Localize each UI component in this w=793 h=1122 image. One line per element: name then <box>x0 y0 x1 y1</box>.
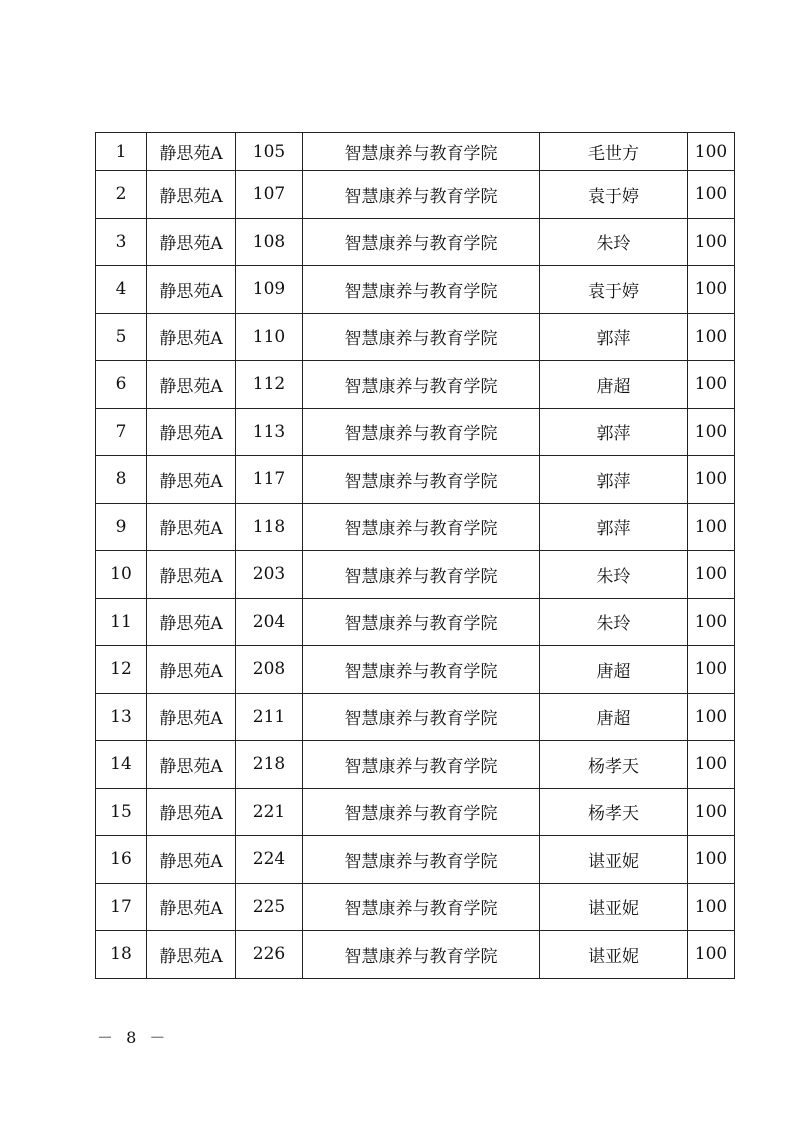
room-number-cell: 113 <box>236 408 303 456</box>
score-cell: 100 <box>688 503 735 551</box>
table-row <box>96 931 735 979</box>
row-number-cell: 8 <box>96 456 147 504</box>
score-cell: 100 <box>688 171 735 219</box>
room-number-cell: 112 <box>236 361 303 409</box>
table-row <box>96 218 735 266</box>
table-row <box>96 266 735 314</box>
table-row <box>96 883 735 931</box>
row-number-cell: 4 <box>96 266 147 314</box>
row-number-cell: 1 <box>96 133 147 171</box>
score-cell: 100 <box>688 598 735 646</box>
building-cell: 静思苑A <box>147 133 236 171</box>
room-number-cell: 110 <box>236 313 303 361</box>
building-cell: 静思苑A <box>147 551 236 599</box>
building-cell: 静思苑A <box>147 646 236 694</box>
building-cell: 静思苑A <box>147 266 236 314</box>
college-cell: 智慧康养与教育学院 <box>303 741 540 789</box>
teacher-cell: 谌亚妮 <box>540 931 688 979</box>
building-cell: 静思苑A <box>147 741 236 789</box>
college-cell: 智慧康养与教育学院 <box>303 408 540 456</box>
college-cell: 智慧康养与教育学院 <box>303 788 540 836</box>
score-cell: 100 <box>688 741 735 789</box>
table-row <box>96 361 735 409</box>
room-number-cell: 211 <box>236 693 303 741</box>
building-cell: 静思苑A <box>147 218 236 266</box>
college-cell: 智慧康养与教育学院 <box>303 313 540 361</box>
table-row <box>96 313 735 361</box>
college-cell: 智慧康养与教育学院 <box>303 503 540 551</box>
score-cell: 100 <box>688 788 735 836</box>
room-number-cell: 225 <box>236 883 303 931</box>
college-cell: 智慧康养与教育学院 <box>303 171 540 219</box>
row-number-cell: 11 <box>96 598 147 646</box>
building-cell: 静思苑A <box>147 883 236 931</box>
building-cell: 静思苑A <box>147 361 236 409</box>
room-number-cell: 208 <box>236 646 303 694</box>
building-cell: 静思苑A <box>147 598 236 646</box>
college-cell: 智慧康养与教育学院 <box>303 266 540 314</box>
score-cell: 100 <box>688 693 735 741</box>
room-number-cell: 105 <box>236 133 303 171</box>
score-cell: 100 <box>688 836 735 884</box>
score-cell: 100 <box>688 646 735 694</box>
table-row <box>96 598 735 646</box>
row-number-cell: 3 <box>96 218 147 266</box>
building-cell: 静思苑A <box>147 456 236 504</box>
room-number-cell: 108 <box>236 218 303 266</box>
college-cell: 智慧康养与教育学院 <box>303 133 540 171</box>
college-cell: 智慧康养与教育学院 <box>303 931 540 979</box>
row-number-cell: 14 <box>96 741 147 789</box>
room-number-cell: 224 <box>236 836 303 884</box>
teacher-cell: 朱玲 <box>540 551 688 599</box>
teacher-cell: 袁于婷 <box>540 171 688 219</box>
teacher-cell: 郭萍 <box>540 456 688 504</box>
row-number-cell: 2 <box>96 171 147 219</box>
teacher-cell: 郭萍 <box>540 503 688 551</box>
room-number-cell: 218 <box>236 741 303 789</box>
teacher-cell: 郭萍 <box>540 408 688 456</box>
teacher-cell: 袁于婷 <box>540 266 688 314</box>
building-cell: 静思苑A <box>147 408 236 456</box>
college-cell: 智慧康养与教育学院 <box>303 456 540 504</box>
building-cell: 静思苑A <box>147 931 236 979</box>
college-cell: 智慧康养与教育学院 <box>303 551 540 599</box>
score-cell: 100 <box>688 551 735 599</box>
teacher-cell: 郭萍 <box>540 313 688 361</box>
table-row <box>96 551 735 599</box>
building-cell: 静思苑A <box>147 693 236 741</box>
room-number-cell: 109 <box>236 266 303 314</box>
score-cell: 100 <box>688 931 735 979</box>
room-number-cell: 204 <box>236 598 303 646</box>
row-number-cell: 12 <box>96 646 147 694</box>
table-row <box>96 171 735 219</box>
score-cell: 100 <box>688 408 735 456</box>
room-number-cell: 117 <box>236 456 303 504</box>
teacher-cell: 朱玲 <box>540 598 688 646</box>
table-row <box>96 456 735 504</box>
table-row <box>96 741 735 789</box>
table-row <box>96 646 735 694</box>
building-cell: 静思苑A <box>147 171 236 219</box>
row-number-cell: 17 <box>96 883 147 931</box>
table-row <box>96 133 735 171</box>
building-cell: 静思苑A <box>147 836 236 884</box>
room-number-cell: 203 <box>236 551 303 599</box>
row-number-cell: 10 <box>96 551 147 599</box>
teacher-cell: 唐超 <box>540 646 688 694</box>
teacher-cell: 谌亚妮 <box>540 836 688 884</box>
table-row <box>96 788 735 836</box>
row-number-cell: 5 <box>96 313 147 361</box>
row-number-cell: 7 <box>96 408 147 456</box>
score-cell: 100 <box>688 456 735 504</box>
score-cell: 100 <box>688 266 735 314</box>
row-number-cell: 15 <box>96 788 147 836</box>
score-cell: 100 <box>688 361 735 409</box>
row-number-cell: 6 <box>96 361 147 409</box>
row-number-cell: 13 <box>96 693 147 741</box>
college-cell: 智慧康养与教育学院 <box>303 693 540 741</box>
teacher-cell: 唐超 <box>540 693 688 741</box>
room-number-cell: 118 <box>236 503 303 551</box>
table-row <box>96 836 735 884</box>
college-cell: 智慧康养与教育学院 <box>303 361 540 409</box>
room-number-cell: 107 <box>236 171 303 219</box>
teacher-cell: 杨孝天 <box>540 788 688 836</box>
teacher-cell: 朱玲 <box>540 218 688 266</box>
table-body <box>96 133 735 979</box>
college-cell: 智慧康养与教育学院 <box>303 646 540 694</box>
table-row <box>96 503 735 551</box>
row-number-cell: 16 <box>96 836 147 884</box>
building-cell: 静思苑A <box>147 313 236 361</box>
college-cell: 智慧康养与教育学院 <box>303 883 540 931</box>
row-number-cell: 18 <box>96 931 147 979</box>
building-cell: 静思苑A <box>147 788 236 836</box>
teacher-cell: 杨孝天 <box>540 741 688 789</box>
table-row <box>96 693 735 741</box>
teacher-cell: 谌亚妮 <box>540 883 688 931</box>
room-number-cell: 226 <box>236 931 303 979</box>
room-number-cell: 221 <box>236 788 303 836</box>
teacher-cell: 毛世方 <box>540 133 688 171</box>
score-cell: 100 <box>688 133 735 171</box>
teacher-cell: 唐超 <box>540 361 688 409</box>
college-cell: 智慧康养与教育学院 <box>303 598 540 646</box>
score-cell: 100 <box>688 313 735 361</box>
building-cell: 静思苑A <box>147 503 236 551</box>
page-number: － 8 － <box>97 1028 170 1047</box>
row-number-cell: 9 <box>96 503 147 551</box>
college-cell: 智慧康养与教育学院 <box>303 836 540 884</box>
table-row <box>96 408 735 456</box>
dormitory-score-table <box>95 132 735 979</box>
score-cell: 100 <box>688 218 735 266</box>
score-cell: 100 <box>688 883 735 931</box>
college-cell: 智慧康养与教育学院 <box>303 218 540 266</box>
